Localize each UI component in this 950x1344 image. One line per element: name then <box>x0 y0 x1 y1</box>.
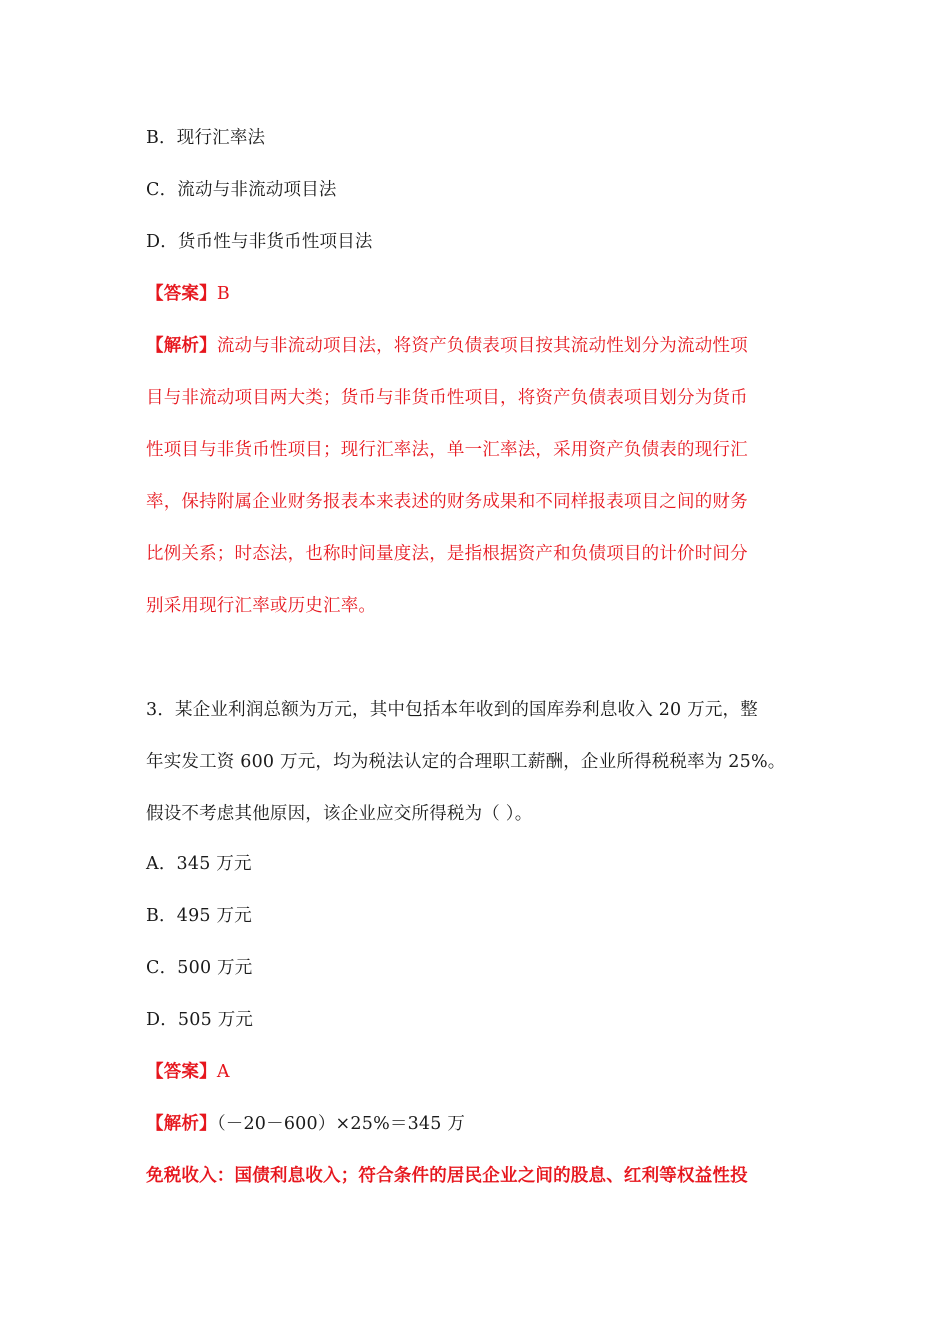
q2-analysis-line-2: 目与非流动项目两大类；货币与非货币性项目，将资产负债表项目划分为货币 <box>146 388 748 408</box>
q3-answer <box>146 1060 230 1084</box>
q2-option-b: B．现行汇率法 <box>146 128 266 148</box>
q2-answer-value: B <box>216 284 230 304</box>
q3-exempt-income-line: 免税收入：国债利息收入；符合条件的居民企业之间的股息、红利等权益性投 <box>146 1166 748 1186</box>
q3-stem-line-2: 年实发工资 600 万元，均为税法认定的合理职工薪酬，企业所得税税率为 25%。 <box>146 752 786 772</box>
q2-analysis-line-5: 比例关系；时态法，也称时间量度法，是指根据资产和负债项目的计价时间分 <box>146 544 748 564</box>
q2-analysis-text-1: 流动与非流动项目法，将资产负债表项目按其流动性划分为流动性项 <box>216 336 748 356</box>
q2-answer-tag: 【答案】 <box>146 284 217 304</box>
q3-answer-tag: 【答案】 <box>146 1062 217 1082</box>
q2-analysis-line-1 <box>146 334 748 358</box>
q3-option-a: A．345 万元 <box>146 854 252 874</box>
q2-analysis-line-6: 别采用现行汇率或历史汇率。 <box>146 596 377 616</box>
q3-analysis-formula: （－20－600）×25%＝345 万 <box>216 1114 466 1134</box>
q3-option-c: C．500 万元 <box>146 958 253 978</box>
q3-option-b: B．495 万元 <box>146 906 252 926</box>
q3-analysis-tag: 【解析】 <box>146 1114 217 1134</box>
q2-analysis-line-3: 性项目与非货币性项目；现行汇率法，单一汇率法，采用资产负债表的现行汇 <box>146 440 748 460</box>
q3-stem-line-1: 3．某企业利润总额为万元，其中包括本年收到的国库券利息收入 20 万元，整 <box>146 700 758 720</box>
q2-option-d: D．货币性与非货币性项目法 <box>146 232 373 252</box>
q2-answer <box>146 282 230 306</box>
q3-answer-value: A <box>216 1062 230 1082</box>
q2-analysis-tag: 【解析】 <box>146 336 217 356</box>
q2-option-c: C．流动与非流动项目法 <box>146 180 337 200</box>
q3-option-d: D．505 万元 <box>146 1010 254 1030</box>
q3-analysis <box>146 1112 465 1136</box>
q3-stem-line-3: 假设不考虑其他原因，该企业应交所得税为（ ）。 <box>146 804 533 824</box>
q2-analysis-line-4: 率，保持附属企业财务报表本来表述的财务成果和不同样报表项目之间的财务 <box>146 492 748 512</box>
